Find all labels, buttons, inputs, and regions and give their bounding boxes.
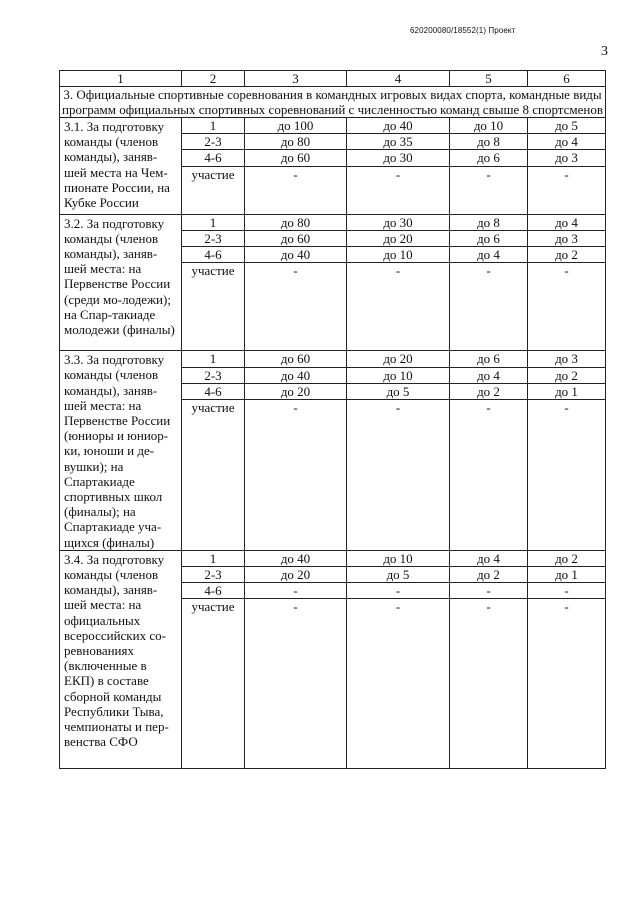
value-cell: до 6 bbox=[450, 150, 528, 166]
value-cell: - bbox=[245, 583, 347, 599]
value-cell: до 2 bbox=[528, 550, 606, 566]
place-cell: 2-3 bbox=[182, 567, 245, 583]
document-code: 620200080/18552(1) Проект bbox=[410, 26, 516, 35]
value-cell: до 60 bbox=[245, 351, 347, 367]
value-cell: до 5 bbox=[528, 118, 606, 134]
group-description: 3.3. За подготовку команды (членов команды), заняв-шей места: на Первенстве России (юниоры и юниор-ки, юноши и де-вушки); на Спартакиаде спортивных школ (финалы); на Спартакиаде уча-щихся (финалы) bbox=[60, 351, 182, 551]
value-cell: до 4 bbox=[528, 134, 606, 150]
value-cell: до 80 bbox=[245, 134, 347, 150]
value-cell: до 10 bbox=[347, 247, 450, 263]
value-cell: - bbox=[347, 263, 450, 351]
value-cell: до 1 bbox=[528, 567, 606, 583]
section-title-row bbox=[60, 87, 606, 118]
value-cell: до 40 bbox=[245, 247, 347, 263]
place-cell: участие bbox=[182, 166, 245, 214]
value-cell: до 2 bbox=[450, 383, 528, 399]
header-cell: 3 bbox=[245, 71, 347, 87]
value-cell: - bbox=[450, 263, 528, 351]
place-cell: участие bbox=[182, 599, 245, 769]
header-cell: 6 bbox=[528, 71, 606, 87]
value-cell: до 4 bbox=[450, 247, 528, 263]
value-cell: - bbox=[347, 599, 450, 769]
section-title: 3. Официальные спортивные соревнования в командных игровых видах спорта, командные виды программ официальных спортивных соревнований с численностью команд свыше 8 спортсменов bbox=[60, 87, 606, 118]
place-cell: участие bbox=[182, 263, 245, 351]
value-cell: до 4 bbox=[450, 367, 528, 383]
value-cell: до 100 bbox=[245, 118, 347, 134]
header-cell: 1 bbox=[60, 71, 182, 87]
value-cell: до 80 bbox=[245, 214, 347, 230]
value-cell: до 6 bbox=[450, 351, 528, 367]
value-cell: - bbox=[528, 583, 606, 599]
value-cell: до 3 bbox=[528, 150, 606, 166]
value-cell: - bbox=[450, 166, 528, 214]
header-cell: 2 bbox=[182, 71, 245, 87]
value-cell: до 3 bbox=[528, 351, 606, 367]
group-description: 3.2. За подготовку команды (членов команды), заняв-шей места: на Первенстве России (среди мо-лодежи); на Спар-такиаде молодежи (финалы) bbox=[60, 214, 182, 351]
value-cell: - bbox=[528, 166, 606, 214]
value-cell: до 10 bbox=[347, 550, 450, 566]
value-cell: до 20 bbox=[347, 230, 450, 246]
value-cell: - bbox=[528, 400, 606, 551]
value-cell: до 30 bbox=[347, 150, 450, 166]
value-cell: до 2 bbox=[528, 367, 606, 383]
value-cell: - bbox=[528, 263, 606, 351]
value-cell: до 35 bbox=[347, 134, 450, 150]
place-cell: 1 bbox=[182, 118, 245, 134]
value-cell: до 10 bbox=[450, 118, 528, 134]
place-cell: 4-6 bbox=[182, 383, 245, 399]
value-cell: до 6 bbox=[450, 230, 528, 246]
table-row bbox=[60, 214, 606, 230]
header-row bbox=[60, 71, 606, 87]
value-cell: - bbox=[347, 400, 450, 551]
value-cell: - bbox=[450, 400, 528, 551]
place-cell: 4-6 bbox=[182, 150, 245, 166]
table-row bbox=[60, 550, 606, 566]
value-cell: до 2 bbox=[450, 567, 528, 583]
group-description: 3.4. За подготовку команды (членов команды), заняв-шей места: на официальных всероссийских со-ревнованиях (включенные в ЕКП) в составе сборной команды Республики Тыва, чемпионаты и пер-венства СФО bbox=[60, 550, 182, 769]
value-cell: до 8 bbox=[450, 134, 528, 150]
value-cell: до 5 bbox=[347, 567, 450, 583]
place-cell: 2-3 bbox=[182, 230, 245, 246]
place-cell: 1 bbox=[182, 214, 245, 230]
place-cell: 4-6 bbox=[182, 583, 245, 599]
value-cell: до 10 bbox=[347, 367, 450, 383]
value-cell: до 4 bbox=[528, 214, 606, 230]
header-cell: 4 bbox=[347, 71, 450, 87]
value-cell: до 2 bbox=[528, 247, 606, 263]
place-cell: 4-6 bbox=[182, 247, 245, 263]
value-cell: до 60 bbox=[245, 230, 347, 246]
value-cell: до 5 bbox=[347, 383, 450, 399]
value-cell: до 40 bbox=[245, 367, 347, 383]
value-cell: до 40 bbox=[347, 118, 450, 134]
value-cell: - bbox=[245, 166, 347, 214]
value-cell: - bbox=[450, 599, 528, 769]
value-cell: - bbox=[347, 166, 450, 214]
value-cell: - bbox=[528, 599, 606, 769]
value-cell: - bbox=[245, 400, 347, 551]
value-cell: до 20 bbox=[245, 567, 347, 583]
value-cell: - bbox=[450, 583, 528, 599]
value-cell: - bbox=[245, 263, 347, 351]
value-cell: до 1 bbox=[528, 383, 606, 399]
value-cell: до 20 bbox=[347, 351, 450, 367]
value-cell: до 20 bbox=[245, 383, 347, 399]
value-cell: до 40 bbox=[245, 550, 347, 566]
rewards-table bbox=[59, 70, 606, 769]
place-cell: 1 bbox=[182, 550, 245, 566]
table-row bbox=[60, 118, 606, 134]
value-cell: до 60 bbox=[245, 150, 347, 166]
header-cell: 5 bbox=[450, 71, 528, 87]
value-cell: до 30 bbox=[347, 214, 450, 230]
table-row bbox=[60, 351, 606, 367]
place-cell: 1 bbox=[182, 351, 245, 367]
value-cell: до 8 bbox=[450, 214, 528, 230]
place-cell: 2-3 bbox=[182, 367, 245, 383]
place-cell: участие bbox=[182, 400, 245, 551]
page-number: 3 bbox=[601, 44, 608, 59]
value-cell: до 4 bbox=[450, 550, 528, 566]
place-cell: 2-3 bbox=[182, 134, 245, 150]
value-cell: до 3 bbox=[528, 230, 606, 246]
value-cell: - bbox=[347, 583, 450, 599]
value-cell: - bbox=[245, 599, 347, 769]
group-description: 3.1. За подготовку команды (членов команды), заняв-шей места на Чем-пионате России, на Кубке России bbox=[60, 118, 182, 215]
